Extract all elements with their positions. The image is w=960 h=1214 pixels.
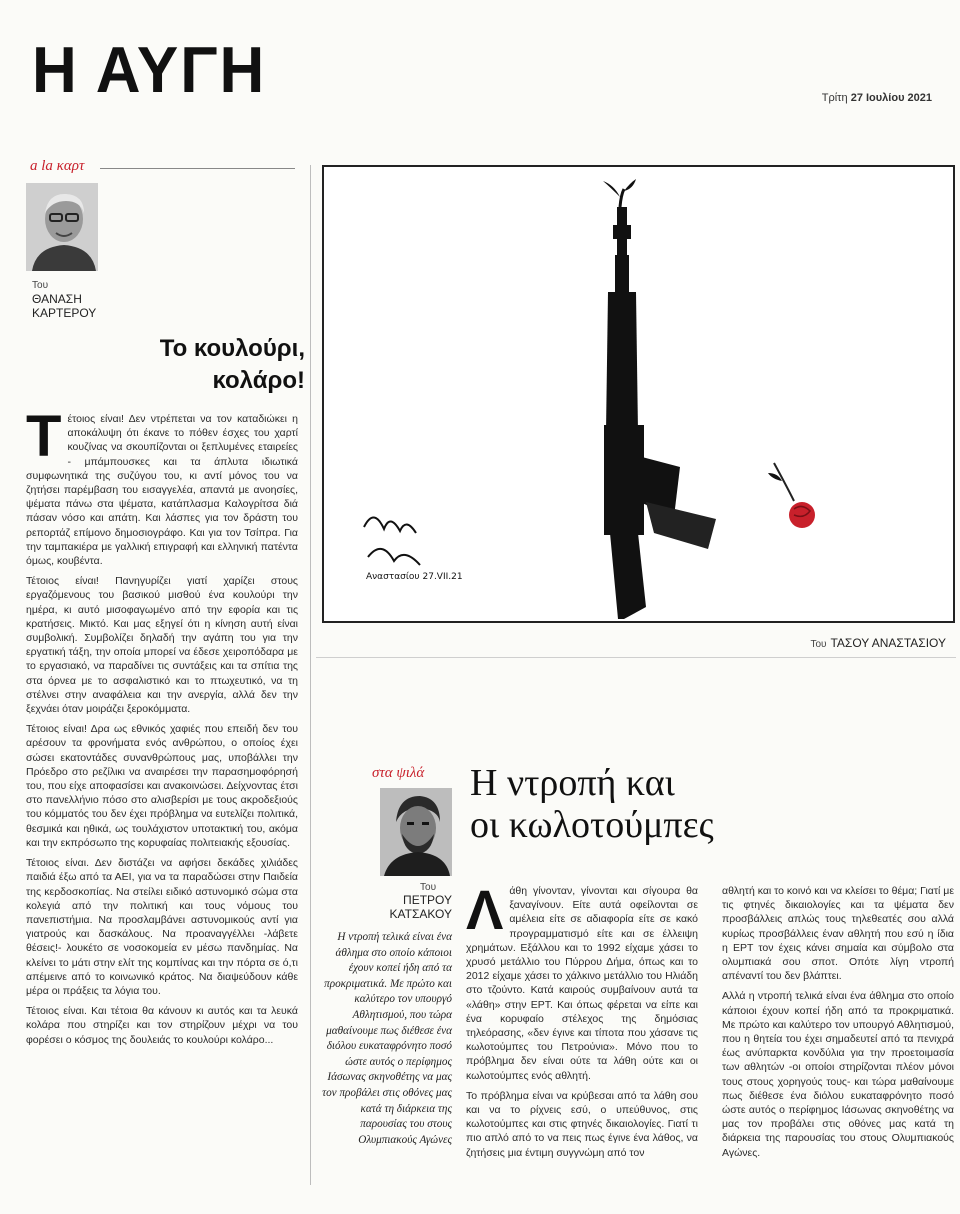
cartoon-credit-name: ΤΑΣΟΥ ΑΝΑΣΤΑΣΙΟΥ [830, 636, 946, 650]
column-kicker-2: στα ψιλά [372, 765, 425, 781]
byline-surname-2: ΚΑΤΣΑΚΟΥ [389, 907, 452, 921]
paragraph: Το πρόβλημα είναι να κρύβεσαι από τα λάθη σου και να το ρίχνεις εσύ, ο υπεύθυνος, στις κωλοτούμπες και στις φτηνές δικαιολογίες. Γιατί τι πιο απλό από το να πεις πως έγινε ένα λάθος, να ζητήσεις μια έντιμη συγγνώμη από τον [466, 1089, 698, 1159]
column-kicker: a la καρτ [30, 158, 85, 174]
issue-date [822, 92, 932, 104]
byline-name-2: ΠΕΤΡΟΥ [403, 893, 452, 907]
paragraph: Τέτοιος είναι! Δρα ως εθνικός χαφιές που επειδή δεν του αρέσουν τα φρονήματα ενός ανθρώπου, ο οποίος έχει σώσει εκατοντάδες συνανθρώπους μας, υποβάλλει την Πρόεδρο στο ρεζίλικι να αναιρέσει την παρασημοφόρησή του, που είχε αποφασίσει και ανακοινώσει. Δείχνοντας έτσι στο πανελλήνιο πόσο στο αλισβερίσι με τους ακροδεξιούς του κόμματός του δεν έχει πρόβλημα να ευτελίζει πολιτικά, θεσμικά και ηθικά, ως τουλάχιστον υποτακτική του, ακόμα και την εκπρόσωπο της κορυφαίας πολιτειακής εξουσίας. [26, 723, 298, 849]
issue-date-rest: 27 Ιουλίου 2021 [850, 92, 932, 104]
kicker-rule [100, 168, 295, 169]
article-headline-2 [470, 762, 714, 846]
cartoon-frame [322, 165, 955, 623]
issue-date-day: Τρίτη [821, 92, 848, 104]
byline-prefix: Του [32, 280, 49, 291]
headline-2-line-2: οι κωλοτούμπες [470, 804, 714, 846]
author-photo-2 [380, 788, 452, 876]
byline-name: ΘΑΝΑΣΗ [32, 292, 82, 306]
paragraph: Τέτοιος είναι! Δεν ντρέπεται να τον καταδιώκει η αποκάλυψη ότι έκανε το πόθεν έσχες του χαρτί κουζίνας να σκουπίζονται οι ξεπλυμένες εταιρείες - μπάμπουσκες και τα άπλυτα ιδιωτικά συμφωνητικά της συζύγου του, κι αντί μόνος του να ζητήσει παρέμβαση του εισαγγελέα, απαντά με ανοησίες, ψέματα πάνω στα ψέματα, κατάπλασμα Καλογρίτσα διά πάσαν νόσο και απάτη. Και λάσπες για τον δράστη του ρεπορτάζ επίμονο δημοσιογράφο. Και για τον Τσίπρα. Για την ταμπακιέρα με γαλλική επιγραφή και ελληνική πατέντα όμως, κουβέντα. [26, 404, 298, 568]
headline-line-2: κολάρο! [212, 367, 305, 394]
byline-prefix-2: Του [420, 882, 437, 893]
article-body [26, 404, 298, 1053]
masthead-title: Η ΑΥΓΗ [32, 34, 267, 107]
paragraph: Αλλά η ντροπή τελικά είναι ένα άθλημα στο οποίο κάποιοι έχουν κοπεί ήδη από τα προκριματικά. Με πρώτο και καλύτερο τον υπουργό Αθλητισμού, που η θητεία του έχει σημαδευτεί από τα πενιχρά έως ανύπαρκτα κονδύλια για την προετοιμασία των αθλητών -οι οποίοι στηρίζονται πλέον μόνοι τους στους χορηγούς τους- και τώρα μαθαίνουμε πως διέθεσε ένα διόλου ευκαταφρόνητο ποσό ώστε αυτός ο περίφημος Ιάσωνας σκηνοθέτης να μας τον προβάλει στις οθόνες μας κατά τη διάρκεια της παρουσίας του στους Ολυμπιακούς Αγώνες. [722, 990, 954, 1159]
article-headline [145, 333, 305, 397]
byline-surname: ΚΑΡΤΕΡΟΥ [32, 306, 97, 320]
author-photo [26, 183, 98, 271]
paragraph: Λάθη γίνονταν, γίνονται και σίγουρα θα ξαναγίνουν. Είτε αυτά οφείλονται σε αμέλεια είτε σε αδιαφορία είτε σε κακό προγραμματισμό είτε και σε έλλειψη χρημάτων. Εξάλλου και το 1992 είχαμε χάσει το χρυσό μετάλλιο του Πύρρου Δήμα, όπως και το 2012 είχαμε χάσει το χάλκινο μετάλλιο του Ηλιάδη στο τζούντο. Κατά καιρούς συμβαίνουν αυτά τα «λάθη» στην ΕΡΤ. Και όπως φέρεται να είπε και ένα κορυφαίο στέλεχος της δημόσιας τηλεόρασης, «δεν έγινε και τίποτα που χάσανε τις κωλοτούμπες του Πετρούνια». Μόνο που το πρόβλημα δεν είναι ούτε τα λάθη ούτε και οι κωλοτούμπες ενός αθλητή. [466, 878, 698, 1082]
paragraph: αθλητή και το κοινό και να κλείσει το θέμα; Γιατί με τις φτηνές δικαιολογίες και τα ψέματα δεν προσβάλλεις απλώς τους τηλεθεατές σου αλλά κυρίως προσβάλλεις έναν αθλητή που εσύ η ίδια η ΕΡΤ τον έχεις κάνει σημαία και σύμβολο στα ολυμπιακά σου σποτ. Οπότε λίγη ντροπή απέναντί του δεν βλάπτει. [722, 885, 954, 983]
cartoon-illustration [324, 167, 953, 621]
article-2-body-right [722, 884, 954, 1166]
column-divider [310, 165, 311, 1185]
paragraph: Τέτοιος είναι. Δεν διστάζει να αφήσει δεκάδες χιλιάδες παιδιά έξω από τα ΑΕΙ, για να τα παραδώσει στην Παιδεία της κερδοσκοπίας. Να στείλει ειδικό αστυνομικό σώμα στα κολεγιά από την πολιτική και τους νόμους του πανεπιστήμια. Να προσλαμβάνει αστυνομικούς αντί για γιατρούς και δασκάλους. Να προαναγγέλλει -λάβετε θέσεις!- λουκέτο σε νοσοκομεία εν μέσω πανδημίας. Να κλείνει το μάτι στην ελίτ της κομπίνας και την πόρτα σε ό,τι απέμεινε από το κοινωνικό κράτος. Να διαψεύδουν κάθε μέρα οι πράξεις τα λόγια του. [26, 857, 298, 997]
cartoon-credit-prefix: Του [810, 639, 827, 650]
paragraph: Τέτοιος είναι. Και τέτοια θα κάνουν κι αυτός και τα λευκά κολάρα που στηρίζει και τον στηρίζουν μέχρι να του φορέσει ο κόσμος της δουλειάς το κουλούρι κολάρο... [26, 1005, 298, 1046]
drop-cap-2: Λ [466, 878, 504, 941]
drop-cap: Τ [26, 404, 62, 469]
cartoon-signature: Αναστασίου 27.VII.21 [366, 572, 463, 582]
article-2-body-left [466, 878, 698, 1166]
paragraph: Τέτοιος είναι! Πανηγυρίζει γιατί χαρίζει στους εργαζόμενους του βασικού μισθού ένα κουλούρι την ημέρα, κι αυτό μισοφαγωμένο από την εφορία και τις κρατήσεις. Μικτό. Και μας εξηγεί ότι η κίνηση αυτή είναι συμβολική. Συμβολίζει δηλαδή την αγάπη του για την εργατική τάξη, την οποία μπορεί να έδεσε χειροπόδαρα με το εργασιακό, να παραδίνει τις συντάξεις και τα σπίτια της στα όρνεα με το ασφαλιστικό και το πτωχευτικό, να τη στέλνει στην αναφάλεια και την ανεργία, αλλά δεν την ξεχνάει όταν μοιράζει ξεροκόμματα. [26, 575, 298, 716]
cartoon-credit [810, 636, 946, 650]
pull-quote: Η ντροπή τελικά είναι ένα άθλημα στο οποίο κάποιοι έχουν κοπεί ήδη από τα προκριματικά. Με πρώτο και καλύτερο τον υπουργό Αθλητισμού, που τώρα μαθαίνουμε πως διέθεσε ένα διόλου ευκαταφρόνητο ποσό ώστε αυτός ο περίφημος Ιάσωνας σκηνοθέτης να μας τον προβάλει στις οθόνες μας κατά τη διάρκεια της παρουσίας του στους Ολυμπιακούς Αγώνες [322, 931, 452, 1146]
headline-line-1: Το κουλούρι, [159, 335, 305, 362]
section-divider [316, 657, 956, 658]
headline-2-line-1: Η ντροπή και [470, 762, 675, 804]
